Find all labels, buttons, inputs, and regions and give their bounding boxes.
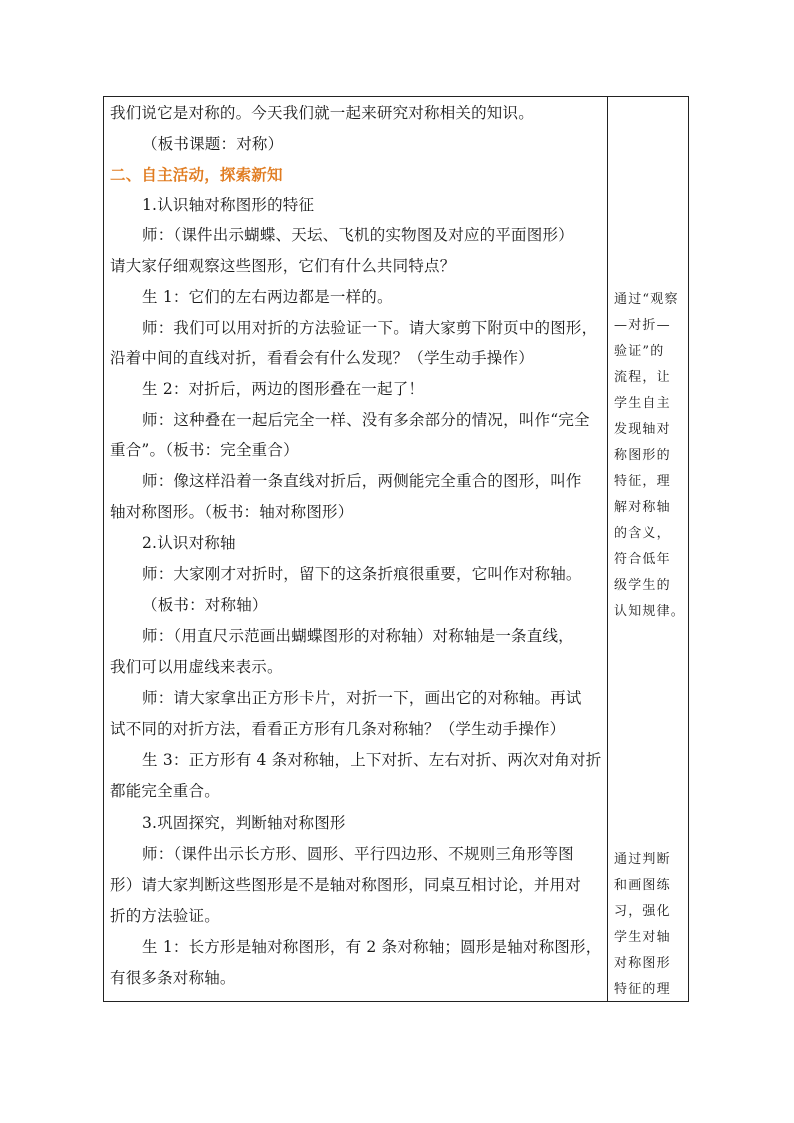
note-line: 学生自主 (614, 396, 671, 411)
text-line: 师：请大家拿出正方形卡片，对折一下，画出它的对称轴。再试 (142, 689, 582, 707)
text-line: 师：我们可以用对折的方法验证一下。请大家剪下附页中的图形， (142, 319, 598, 337)
note-line: 和画图练 (614, 878, 671, 893)
note-line: 称图形的 (614, 448, 671, 463)
text-line: 生 2：对折后，两边的图形叠在一起了！ (142, 380, 425, 398)
text-line: 都能完全重合。 (110, 782, 220, 800)
subsection-title: 2.认识对称轴 (142, 534, 236, 552)
text-line: 生 1：长方形是轴对称图形，有 2 条对称轴；圆形是轴对称图形， (142, 938, 602, 956)
note-line: 习，强化 (614, 904, 671, 919)
subsection-title: 1.认识轴对称图形的特征 (142, 196, 315, 214)
note-line: 流程，让 (614, 370, 671, 385)
text-line: 有很多条对称轴。 (110, 969, 236, 987)
note-line: 符合低年 (614, 552, 671, 567)
text-line: 师：（课件出示长方形、圆形、平行四边形、不规则三角形等图 (142, 845, 574, 863)
text-line: 生 3：正方形有 4 条对称轴，上下对折、左右对折、两次对角对折 (142, 751, 602, 769)
note-line: 发现轴对 (614, 422, 671, 437)
text-line: 形）请大家判断这些图形是不是轴对称图形，同桌互相讨论，并用对 (110, 876, 582, 894)
text-line: 师：（课件出示蝴蝶、天坛、飞机的实物图及对应的平面图形） (142, 226, 574, 244)
subsection-title: 3.巩固探究，判断轴对称图形 (142, 814, 346, 832)
note-line: 解对称轴 (614, 500, 671, 515)
text-line: 请大家仔细观察这些图形，它们有什么共同特点？ (110, 257, 456, 275)
note-line: —对折— (614, 318, 671, 333)
text-line: 师：（用直尺示范画出蝴蝶图形的对称轴）对称轴是一条直线， (142, 627, 574, 645)
lesson-plan-table (103, 96, 689, 1002)
text-line: 重合”。（板书：完全重合） (110, 441, 299, 459)
note-line: 学生对轴 (614, 930, 671, 945)
note-line: 的含义， (614, 526, 671, 541)
note-line: 通过判断 (614, 852, 671, 867)
text-line: 师：像这样沿着一条直线对折后，两侧能完全重合的图形，叫作 (142, 472, 582, 490)
text-line: （板书：对称轴） (142, 596, 268, 614)
text-line: 师：这种叠在一起后完全一样、没有多余部分的情况，叫作“完全 (142, 411, 590, 429)
text-line: 生 1：它们的左右两边都是一样的。 (142, 288, 393, 306)
text-line: 折的方法验证。 (110, 907, 220, 925)
text-line: 轴对称图形。（板书：轴对称图形） (110, 503, 354, 521)
text-line: 师：大家刚才对折时，留下的这条折痕很重要，它叫作对称轴。 (142, 565, 582, 583)
text-line: 我们说它是对称的。今天我们就一起来研究对称相关的知识。 (110, 104, 534, 122)
note-line: 通过“观察 (614, 292, 679, 307)
note-line: 对称图形 (614, 956, 671, 971)
note-line: 特征的理 (614, 982, 671, 997)
text-line: （板书课题：对称） (142, 135, 284, 153)
section-heading: 二、自主活动，探索新知 (110, 165, 283, 184)
column-divider (607, 97, 608, 1001)
text-line: 沿着中间的直线对折，看看会有什么发现？（学生动手操作） (110, 349, 534, 367)
text-line: 我们可以用虚线来表示。 (110, 658, 283, 676)
text-line: 试不同的对折方法，看看正方形有几条对称轴？（学生动手操作） (110, 720, 566, 738)
note-line: 验证”的 (614, 344, 665, 359)
note-line: 特征，理 (614, 474, 671, 489)
note-line: 级学生的 (614, 578, 671, 593)
note-line: 认知规律。 (614, 604, 686, 619)
